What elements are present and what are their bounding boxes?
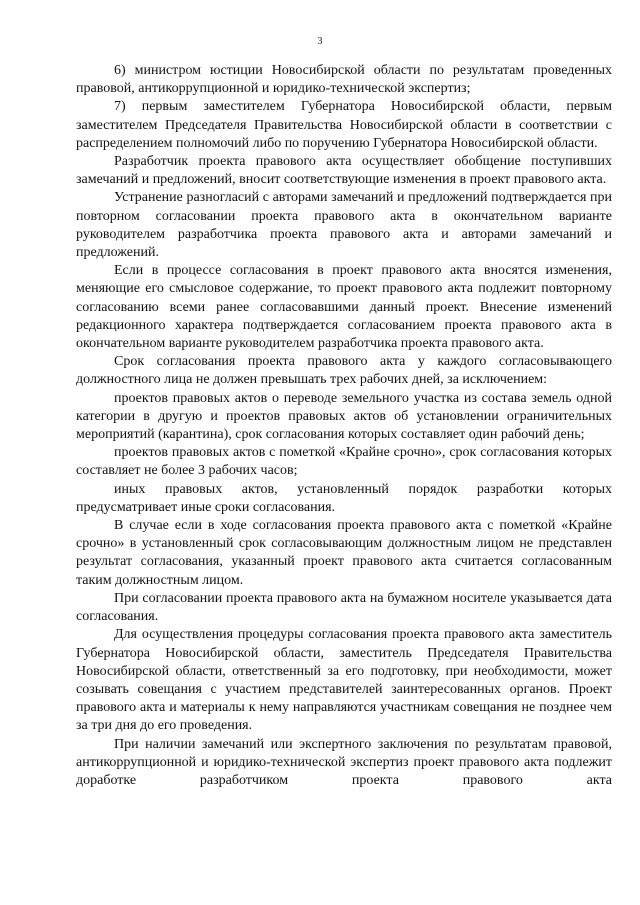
paragraph-urgent-default-approval: В случае если в ходе согласования проекта правового акта с пометкой «Крайне срочно» в установленный срок согласовывающим должностным лицом не представлен результат согласования, указанный проект правового акта считается согласованным таким должностным лицом. — [76, 518, 612, 588]
paragraph-meetings: Для осуществления процедуры согласования проекта правового акта заместитель Губернатора Новосибирской области, заместитель Председателя Правительства Новосибирской области, ответственный за его подготовку, при необходимости, может созывать совещания с участием представителей заинтересованных органов. Проект правового акта и материалы к нему направляются участникам совещания не позднее чем за три дня до его проведения. — [76, 627, 612, 734]
paragraph-approval-term: Срок согласования проекта правового акта у каждого согласовывающего должностного лица не должен превышать трех рабочих дней, за исключением: — [76, 354, 612, 388]
page-number: 3 — [317, 36, 323, 47]
paragraph-disagreements: Устранение разногласий с авторами замечаний и предложений подтверждается при повторном согласовании проекта правового акта в окончательном варианте руководителем разработчика проекта правового акта и авторами замечаний и предложений. — [76, 190, 612, 261]
paragraph-remarks-revision: При наличии замечаний или экспертного заключения по результатам правовой, антикоррупционной и юридико-технической экспертиз проект правового акта подлежит доработке разработчиком проекта правового акта — [76, 736, 612, 788]
paragraph-item-6-minister-justice: 6) министром юстиции Новосибирской области по результатам проведенных правовой, антикоррупционной и юридико-технической экспертиз; — [76, 63, 612, 97]
paragraph-developer-summary: Разработчик проекта правового акта осуществляет обобщение поступивших замечаний и предложений, вносит соответствующие изменения в проект правового акта. — [76, 154, 612, 188]
paragraph-item-7-first-deputy: 7) первым заместителем Губернатора Новосибирской области, первым заместителем Председателя Правительства Новосибирской области в соответствии с распределением полномочий либо по поручению Губернатора Новосибирской области. — [76, 99, 612, 151]
paragraph-changes-reapproval: Если в процессе согласования в проект правового акта вносятся изменения, меняющие его смысловое содержание, то проект правового акта подлежит повторному согласованию всеми ранее согласовавшими данный проект. Внесение изменений редакционного характера подтверждается согласованием проекта правового акта в окончательном варианте руководителем разработчика проекта правового акта. — [76, 263, 612, 352]
document-body — [76, 62, 612, 790]
paragraph-paper-date: При согласовании проекта правового акта на бумажном носителе указывается дата согласования. — [76, 590, 612, 625]
paragraph-exception-land: проектов правовых актов о переводе земельного участка из состава земель одной категории в другую и проектов правовых актов об установлении ограничительных мероприятий (карантина), срок согласования которых составляет один рабочий день; — [76, 390, 612, 443]
paragraph-exception-urgent: проектов правовых актов с пометкой «Крайне срочно», срок согласования которых составляет не более 3 рабочих часов; — [76, 445, 612, 479]
paragraph-exception-other: иных правовых актов, установленный порядок разработки которых предусматривает иные сроки согласования. — [76, 481, 612, 515]
